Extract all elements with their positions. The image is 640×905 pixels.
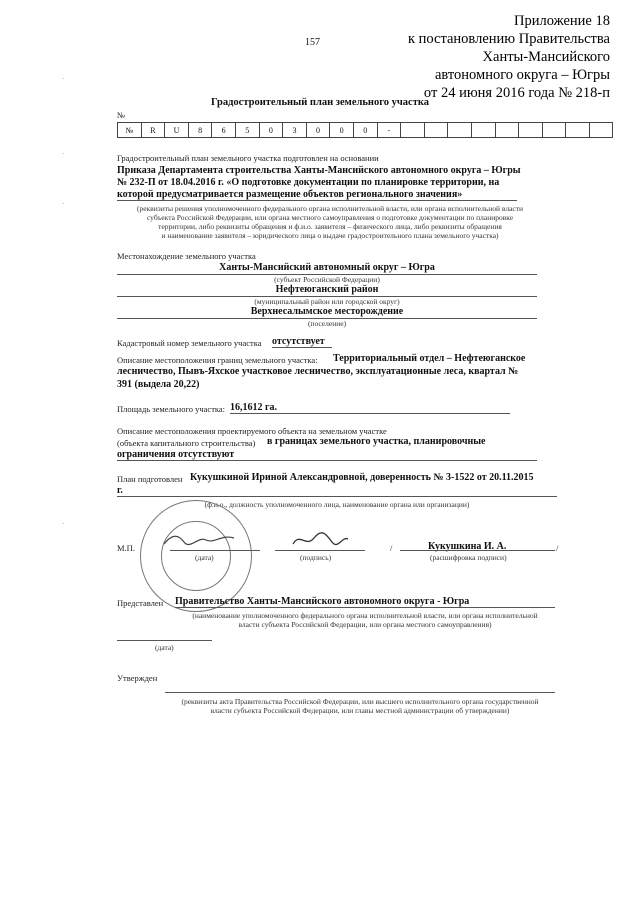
number-cell: 6 [212,123,236,138]
margin-mark: · [62,75,65,83]
appendix-date: от 24 июня 2016 года № 218-п [423,85,610,101]
margin-mark: · [62,200,65,208]
basis-note-4: и наименование заявителя – юридического лица о выдаче градостроительного плана земельного участка) [161,231,499,240]
number-cell: R [141,123,165,138]
plan-number-table [117,122,613,138]
presented-date-note: (дата) [155,643,174,652]
number-cell [401,123,425,138]
prepared-label: План подготовлен [117,474,183,484]
boundaries-text-2: лесничество, Пывъ-Яхское участковое лесничество, эксплуатационные леса, квартал № [117,366,519,377]
number-cell: 0 [306,123,330,138]
number-cell: 8 [188,123,212,138]
basis-intro: Градостроительный план земельного участка подготовлен на основании [117,153,379,163]
boundaries-text-1: Территориальный отдел – Нефтеюганское [333,353,526,364]
page-number: 157 [305,37,320,48]
presented-value: Правительство Ханты-Мансийского автономного округа - Югра [175,596,555,608]
basis-note-3: территории, либо реквизиты обращения и ф.и.о. заявителя – физического лица, либо реквизиты обращения [158,222,502,231]
basis-underline [117,200,517,201]
margin-mark: · [62,520,65,528]
appendix-region-2: автономного округа – Югры [434,67,610,83]
number-cell [495,123,519,138]
number-cell: 0 [330,123,354,138]
signature-slash-2: / [556,543,559,553]
prepared-text-2: г. [117,485,123,496]
number-cell [566,123,590,138]
object-label-2: (объекта капитального строительства) [117,438,256,448]
number-cell [448,123,472,138]
location-district: Нефтеюганский район [275,284,379,295]
object-label-1: Описание местоположения проектируемого объекта на земельном участке [117,426,387,436]
presented-date-line [117,640,212,641]
number-cell [424,123,448,138]
number-cell: № [118,123,142,138]
appendix-region-1: Ханты-Мансийского [482,49,610,65]
signature-slash-1: / [390,543,393,553]
number-cell: 0 [353,123,377,138]
prepared-underline [117,496,557,497]
number-cell [519,123,543,138]
location-subject-note: (субъект Российской Федерации) [274,275,380,284]
number-cell: U [165,123,189,138]
basis-text-1: Приказа Департамента строительства Ханты-Мансийского автономного округа – Югры [117,165,521,176]
number-cell [589,123,613,138]
number-cell [542,123,566,138]
location-settlement: Верхнесалымское месторождение [250,306,404,317]
presented-note-1: (наименование уполномоченного федерального органа исполнительной власти, или органа исполнительной [192,611,538,620]
area-value: 16,1612 га. [230,402,510,414]
number-label: № [117,110,126,120]
handwritten-date-icon [160,528,240,550]
object-text-2: ограничения отсутствуют [117,449,537,461]
prepared-text-1: Кукушкиной Ириной Александровной, доверенность № 3-1522 от 20.11.2015 [190,472,534,483]
signer-name-line [400,550,555,551]
approved-note-2: власти субъекта Российской Федерации, или главы местной администрации об утверждении) [210,706,510,715]
cadastral-value: отсутствует [272,336,332,348]
location-settlement-note: (поселение) [307,319,347,328]
appendix-resolution: к постановлению Правительства [408,31,610,47]
approved-line [165,692,555,693]
number-cell [471,123,495,138]
location-district-note: (муниципальный район или городской округ) [254,297,400,306]
stamp-place-label: М.П. [117,543,135,553]
appendix-title: Приложение 18 [514,13,610,29]
approved-note-1: (реквизиты акта Правительства Российской Федерации, или высшего исполнительного органа государственной [181,697,539,706]
number-cell: 0 [259,123,283,138]
signature-line [275,550,365,551]
basis-text-3: которой предусматривается размещение объектов регионального значения» [117,189,463,200]
object-text-1: в границах земельного участка, планировочные [267,436,486,447]
location-subject: Ханты-Мансийский автономный округ – Югра [219,262,435,273]
boundaries-label: Описание местоположения границ земельного участка: [117,355,318,365]
prepared-note: (ф.и.о., должность уполномоченного лица, наименование органа или организации) [204,500,470,509]
boundaries-text-3: 391 (выдела 20,22) [117,379,200,390]
signer-name: Кукушкина И. А. [428,541,507,552]
number-cell: 3 [283,123,307,138]
location-label: Местонахождение земельного участка [117,251,256,261]
signature-note: (подпись) [300,553,332,562]
date-line [170,550,260,551]
basis-note-1: (реквизиты решения уполномоченного федерального органа исполнительной власти, или органа исполнительной власти [136,204,524,213]
approved-label: Утвержден [117,673,158,683]
signature-icon [290,530,350,550]
document-title: Градостроительный план земельного участка [210,97,429,108]
margin-mark: · [62,150,65,158]
cadastral-label: Кадастровый номер земельного участка [117,338,262,348]
number-cell: - [377,123,401,138]
date-note: (дата) [195,553,214,562]
basis-text-2: № 232-П от 18.04.2016 г. «О подготовке документации по планировке территории, на [117,177,500,188]
plan-number-row [118,123,613,138]
basis-note-2: субъекта Российской Федерации, или органа местного самоуправления о подготовке документации по планировке [146,213,514,222]
number-cell: 5 [235,123,259,138]
signer-name-note: (расшифровка подписи) [430,553,507,562]
area-label: Площадь земельного участка: [117,404,226,414]
presented-label: Представлен [117,598,164,608]
presented-note-2: власти субъекта Российской Федерации, или органа местного самоуправления) [238,620,492,629]
